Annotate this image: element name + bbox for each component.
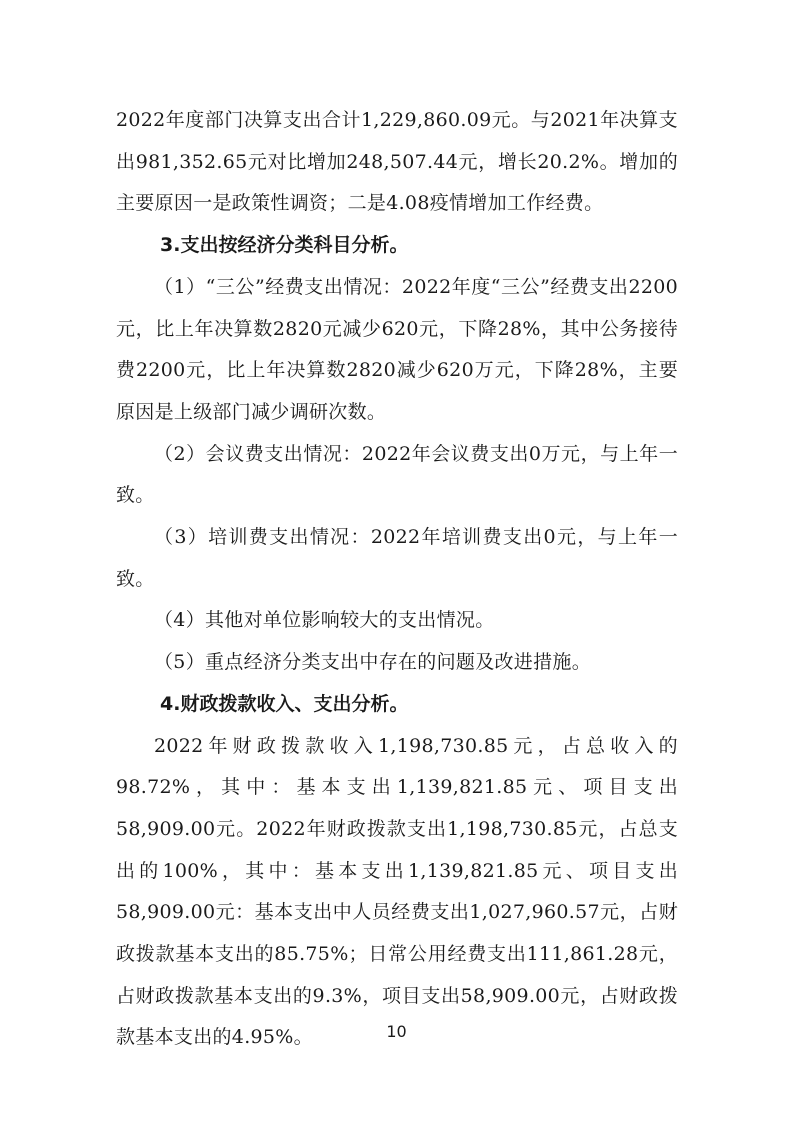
paragraph-three-public-expenses: （1）“三公”经费支出情况：2022年度“三公”经费支出2200元，比上年决算数2820元减少620元，下降28%，其中公务接待费2200元，比上年决算数2820减少620万元，下降28%，主要原因是上级部门减少调研次数。 — [116, 275, 678, 423]
section-heading-economic-classification: 3.支出按经济分类科目分析。 — [160, 234, 409, 257]
document-body — [116, 100, 678, 1059]
paragraph-meeting-expenses: （2）会议费支出情况：2022年会议费支出0万元，与上年一致。 — [116, 442, 678, 507]
paragraph-training-expenses: （3）培训费支出情况：2022年培训费支出0元，与上年一致。 — [116, 526, 678, 590]
page-number: 10 — [386, 1022, 407, 1041]
paragraph-expenditure-total: 2022年度部门决算支出合计1,229,860.09元。与2021年决算支出981,352.65元对比增加248,507.44元，增长20.2%。增加的主要原因一是政策性调资；二是4.08疫情增加工作经费。 — [116, 109, 678, 215]
paragraph-issues-improvements: （5）重点经济分类支出中存在的问题及改进措施。 — [154, 651, 591, 674]
paragraph-other-expenses: （4）其他对单位影响较大的支出情况。 — [154, 609, 495, 632]
section-heading-fiscal-appropriation: 4.财政拨款收入、支出分析。 — [160, 692, 409, 715]
paragraph-fiscal-appropriation-analysis: 2022年财政拨款收入1,198,730.85元，占总收入的98.72%，其中：基本支出1,139,821.85元、项目支出58,909.00元。2022年财政拨款支出1,198,730.85元，占总支出的100%，其中：基本支出1,139,821.85元、项目支出58,909.00元：基本支出中人员经费支出1,027,960.57元，占财政拨款基本支出的85.75%；日常公用经费支出111,861.28元，占财政拨款基本支出的9.3%，项目支出58,909.00元，占财政拨款基本支出的4.95%。 — [116, 734, 678, 1049]
